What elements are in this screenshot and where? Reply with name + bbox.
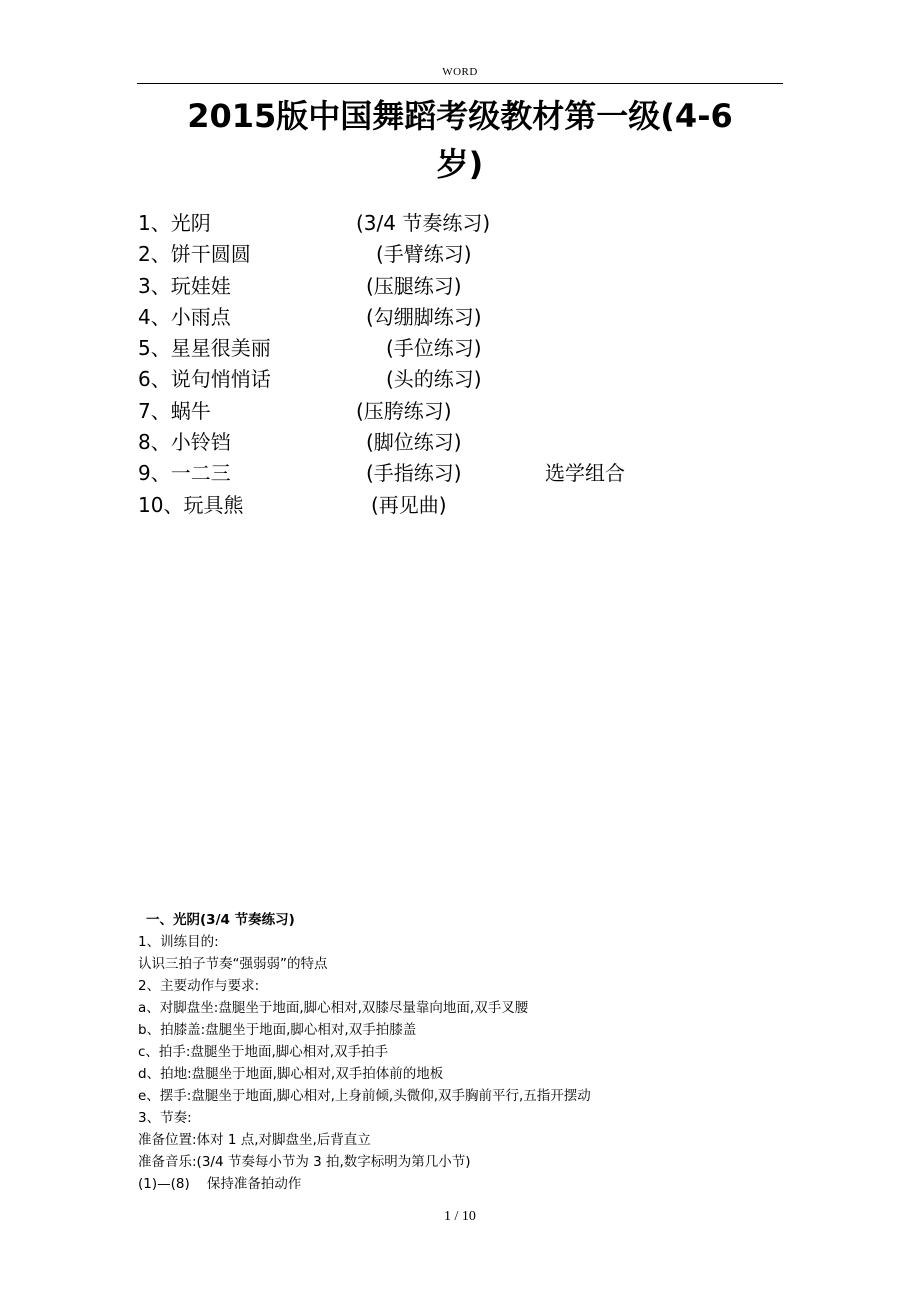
text-line: 认识三拍子节奏“强弱弱”的特点	[138, 956, 328, 972]
text-line: c、拍手:盘腿坐于地面,脚心相对,双手拍手	[138, 1044, 389, 1060]
lesson-detail	[138, 909, 778, 1195]
text-line: d、拍地:盘腿坐于地面,脚心相对,双手拍体前的地板	[138, 1066, 444, 1082]
title-line-2: 岁)	[436, 145, 484, 183]
item-name: 8、小铃铛	[138, 430, 231, 455]
text-line: a、对脚盘坐:盘腿坐于地面,脚心相对,双膝尽量靠向地面,双手叉腰	[138, 1000, 529, 1016]
list-item	[138, 458, 778, 489]
text-line: 3、节奏:	[138, 1110, 192, 1126]
title-line-1: 2015版中国舞蹈考级教材第一级(4-6	[187, 97, 733, 135]
item-note: 选学组合	[545, 461, 625, 486]
list-item	[138, 364, 778, 395]
item-name: 9、一二三	[138, 461, 231, 486]
item-description: (再见曲)	[371, 492, 447, 517]
text-line: 1、训练目的:	[138, 934, 219, 950]
item-description: (压胯练习)	[356, 398, 452, 423]
item-description: (脚位练习)	[366, 430, 462, 455]
page-header: WORD	[442, 66, 478, 78]
page-number: 1 / 10	[444, 1209, 476, 1224]
item-name: 6、说句悄悄话	[138, 367, 271, 392]
section-title: 一、光阴(3/4 节奏练习)	[146, 912, 295, 928]
item-description: (勾绷脚练习)	[366, 304, 482, 329]
list-item	[138, 302, 778, 333]
item-name: 3、玩娃娃	[138, 273, 231, 298]
list-item	[138, 396, 778, 427]
item-description: (手位练习)	[386, 336, 482, 361]
item-description: (手臂练习)	[376, 242, 472, 267]
text-line: (1)—(8) 保持准备拍动作	[138, 1176, 302, 1192]
item-name: 7、蜗牛	[138, 398, 211, 423]
document-title	[120, 92, 800, 188]
item-description: (压腿练习)	[366, 273, 462, 298]
item-name: 5、星星很美丽	[138, 336, 271, 361]
list-item	[138, 239, 778, 270]
list-item	[138, 333, 778, 364]
list-item	[138, 208, 778, 239]
item-description: (手指练习)	[366, 461, 462, 486]
list-item	[138, 271, 778, 302]
text-line: e、摆手:盘腿坐于地面,脚心相对,上身前倾,头微仰,双手胸前平行,五指开摆动	[138, 1088, 591, 1104]
item-name: 1、光阴	[138, 211, 211, 235]
header-rule	[137, 83, 783, 84]
item-description: (3/4 节奏练习)	[356, 211, 491, 235]
text-line: 2、主要动作与要求:	[138, 978, 260, 994]
list-item	[138, 490, 778, 521]
contents-list	[138, 208, 778, 521]
text-line: 准备位置:体对 1 点,对脚盘坐,后背直立	[138, 1132, 371, 1148]
item-description: (头的练习)	[386, 367, 482, 392]
text-line: b、拍膝盖:盘腿坐于地面,脚心相对,双手拍膝盖	[138, 1022, 417, 1038]
text-line: 准备音乐:(3/4 节奏每小节为 3 拍,数字标明为第几小节)	[138, 1154, 471, 1170]
item-name: 10、玩具熊	[138, 492, 244, 517]
item-name: 4、小雨点	[138, 304, 231, 329]
item-name: 2、饼干圆圆	[138, 242, 251, 267]
list-item	[138, 427, 778, 458]
